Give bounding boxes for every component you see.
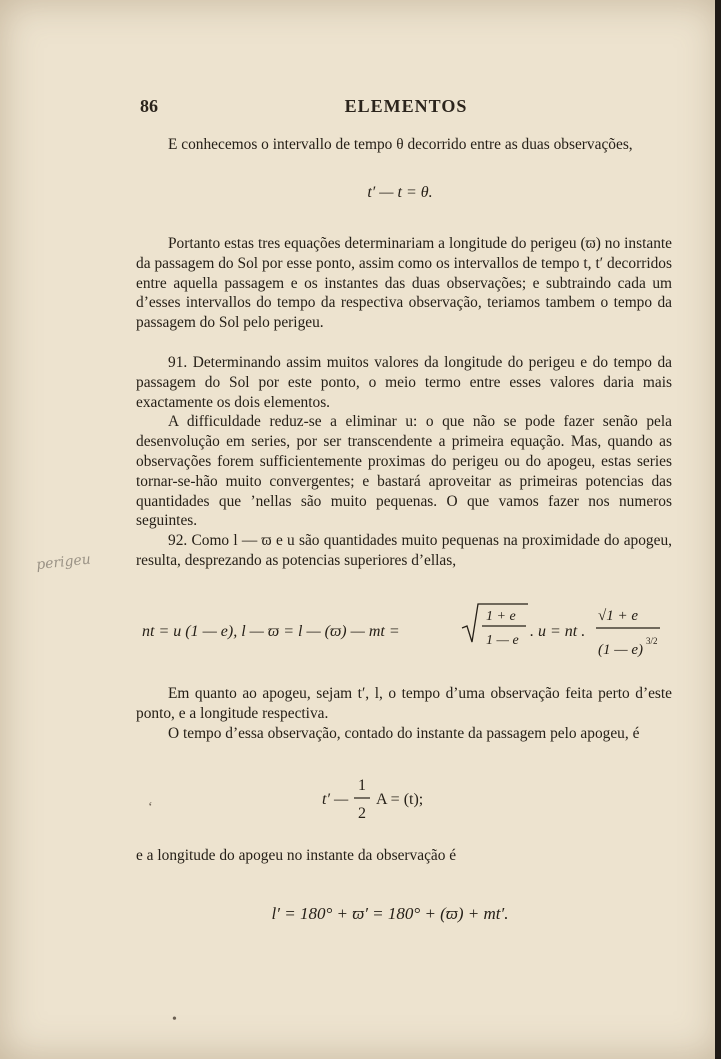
paragraph-longitude: [136, 846, 672, 866]
stray-mark: •: [172, 1012, 177, 1027]
paragraph-2: [136, 234, 672, 333]
formula-part-2: . u = nt .: [530, 623, 586, 640]
page-edge: [715, 0, 721, 1059]
paragraph-text: 91. Determinando assim muitos valores da longitude do perigeu e do tempo da passagem do Sol por este ponto, o meio termo entre esses valores daria mais exactamente os dois elementos.: [136, 354, 672, 411]
paragraph-91: [136, 353, 672, 571]
paragraph-text: E conhecemos o intervallo de tempo θ decorrido entre as duas observações,: [168, 136, 633, 153]
paragraph-text: Em quanto ao apogeu, sejam t′, l, o tempo d’uma observação feita perto d’este ponto, e a longitude respectiva.: [136, 685, 672, 722]
formula-left: t′ —: [322, 791, 349, 808]
fraction-denominator: (1 — e): [598, 642, 643, 658]
formula-apogee-longitude: l′ = 180° + ϖ′ = 180° + (ϖ) + mt′.: [271, 904, 509, 923]
paragraph-1: [136, 135, 672, 155]
paragraph-text: e a longitude do apogeu no instante da observação é: [136, 847, 457, 864]
sqrt-numerator: 1 + e: [486, 609, 516, 624]
handwritten-note: perigeu: [35, 551, 92, 574]
running-head: ELEMENTOS: [344, 96, 468, 116]
formula-part-1: nt = u (1 — e), l — ϖ = l — (ϖ) — mt =: [142, 623, 400, 640]
formula-apogee-approximation: [140, 598, 676, 662]
page-number: 86: [140, 96, 158, 116]
paragraph-apogee: [136, 684, 672, 743]
paragraph-text: Portanto estas tres equações determinariam a longitude do perigeu (ϖ) no instante da passagem do Sol por esse ponto, assim como os intervallos de tempo t, t′ decorridos entre aquella passagem e os instantes das duas observações; e subtraindo cada um d’esses intervallos do tempo da respectiva observação, teriamos tambem o tempo da passagem do Sol pelo perigeu.: [136, 235, 672, 332]
page-header: [140, 96, 672, 120]
stray-mark: ‘: [148, 800, 153, 815]
paragraph-text: A difficuldade reduz-se a eliminar u: o que não se pode fazer senão pela desenvolução em series, por ser transcendente a primeira equação. Mas, quando as observações forem sufficientemente proximas do perigeu ou do apogeu, estas series tornar-se-hão muito convergentes; e bastará aproveitar as primeiras potencias das quantidades que ’nellas são muito pequenas. O que vamos fazer nos numeros seguintes.: [136, 413, 672, 530]
formula-right: A = (t);: [376, 791, 424, 808]
formula-observation-time: [320, 772, 480, 828]
fraction-numerator: √1 + e: [598, 608, 639, 624]
fraction-denominator: 2: [358, 805, 366, 822]
fraction-numerator: 1: [358, 777, 366, 794]
formula-time-difference: t′ — t = θ.: [367, 184, 433, 201]
paragraph-text: O tempo d’essa observação, contado do instante da passagem pelo apogeu, é: [168, 724, 640, 742]
fraction-exponent: 3/2: [646, 636, 658, 646]
paragraph-text: 92. Como l — ϖ e u são quantidades muito pequenas na proximidade do apogeu, resulta, desprezando as potencias superiores d’ellas,: [136, 532, 672, 569]
sqrt-denominator: 1 — e: [486, 633, 519, 648]
